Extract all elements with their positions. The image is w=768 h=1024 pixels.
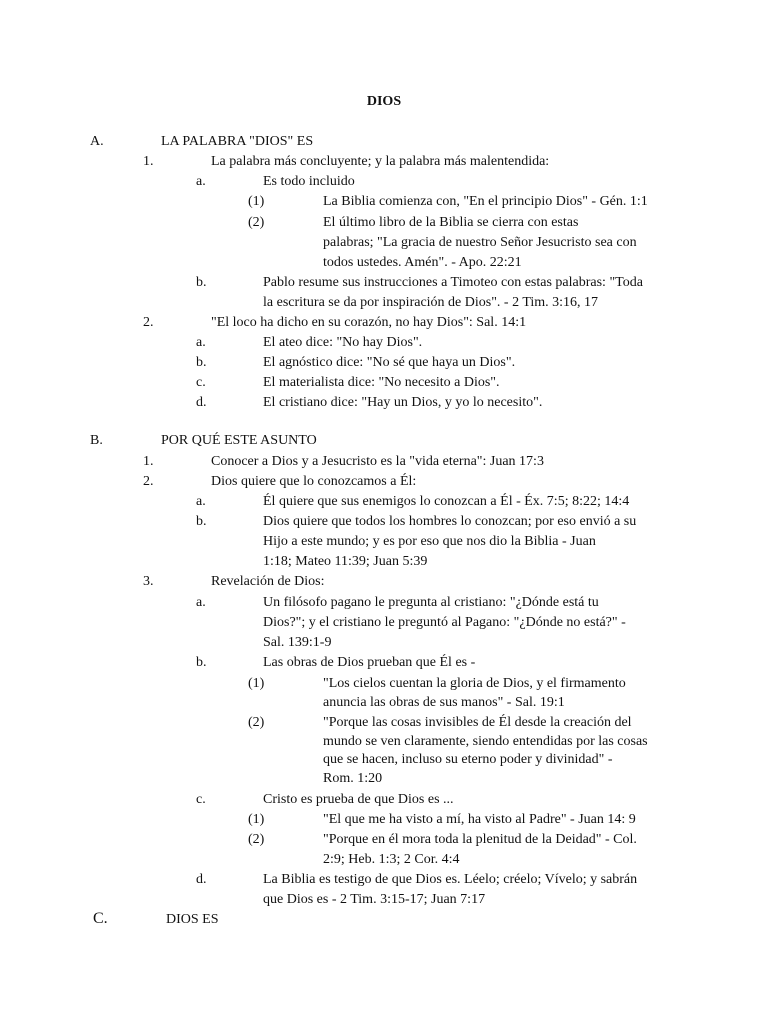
a2c-text: El materialista dice: "No necesito a Dios". [263, 375, 500, 390]
b3d-line: que Dios es - 2 Tim. 3:15-17; Juan 7:17 [263, 892, 486, 907]
a1a1-text: La Biblia comienza con, "En el principio Dios" - Gén. 1:1 [323, 194, 648, 209]
b3b2-line: que se hacen, incluso su eterno poder y divinidad" - [323, 752, 613, 767]
b1-label: 1. [143, 454, 154, 469]
b3c2-line: "Porque en él mora toda la plenitud de la Deidad" - Col. [323, 832, 637, 847]
b3a-label: a. [196, 595, 206, 610]
b3b2-line: mundo se ven claramente, siendo entendidas por las cosas [323, 734, 648, 749]
b3a-line: Dios?"; y el cristiano le preguntó al Pagano: "¿Dónde no está?" - [263, 615, 626, 630]
b3a-line: Sal. 139:1-9 [263, 635, 332, 650]
a2b-text: El agnóstico dice: "No sé que haya un Dios". [263, 355, 516, 370]
b3c1-text: "El que me ha visto a mí, ha visto al Padre" - Juan 14: 9 [323, 812, 636, 827]
b3b2-line: "Porque las cosas invisibles de Él desde la creación del [323, 715, 632, 730]
b2a-text: Él quiere que sus enemigos lo conozcan a Él - Éx. 7:5; 8:22; 14:4 [263, 494, 630, 509]
b3c2-line: 2:9; Heb. 1:3; 2 Cor. 4:4 [323, 852, 460, 867]
b2b-line: 1:18; Mateo 11:39; Juan 5:39 [263, 554, 428, 569]
a1-text: La palabra más concluyente; y la palabra más malentendida: [211, 154, 550, 169]
a2d-text: El cristiano dice: "Hay un Dios, y yo lo necesito". [263, 395, 543, 410]
a2d-label: d. [196, 395, 207, 410]
a1a-text: Es todo incluido [263, 174, 355, 189]
b3c1-label: (1) [248, 812, 265, 827]
b3b1-label: (1) [248, 676, 265, 691]
b3b2-line: Rom. 1:20 [323, 771, 383, 786]
b3b-label: b. [196, 655, 207, 670]
section-c-heading: DIOS ES [166, 912, 219, 927]
b2b-label: b. [196, 514, 207, 529]
section-a-heading: LA PALABRA "DIOS" ES [161, 134, 314, 149]
a2-text: "El loco ha dicho en su corazón, no hay Dios": Sal. 14:1 [211, 315, 527, 330]
b3b-text: Las obras de Dios prueban que Él es - [263, 655, 476, 670]
section-b-label: B. [90, 433, 103, 448]
section-c-label: C. [93, 910, 108, 927]
a2c-label: c. [196, 375, 206, 390]
a2b-label: b. [196, 355, 207, 370]
b1-text: Conocer a Dios y a Jesucristo es la "vida eterna": Juan 17:3 [211, 454, 544, 469]
b2b-line: Hijo a este mundo; y es por eso que nos dio la Biblia - Juan [263, 534, 596, 549]
section-a-label: A. [90, 134, 104, 149]
b3a-line: Un filósofo pagano le pregunta al cristiano: "¿Dónde está tu [263, 595, 599, 610]
a2a-text: El ateo dice: "No hay Dios". [263, 335, 423, 350]
a1b-line: la escritura se da por inspiración de Dios". - 2 Tim. 3:16, 17 [263, 295, 599, 310]
b3c-text: Cristo es prueba de que Dios es ... [263, 792, 454, 807]
a2a-label: a. [196, 335, 206, 350]
a1a2-label: (2) [248, 215, 265, 230]
a1a-label: a. [196, 174, 206, 189]
b2-text: Dios quiere que lo conozcamos a Él: [211, 474, 417, 489]
b2b-line: Dios quiere que todos los hombres lo conozcan; por eso envió a su [263, 514, 637, 529]
a1a2-line: palabras; "La gracia de nuestro Señor Jesucristo sea con [323, 235, 637, 250]
a1b-label: b. [196, 275, 207, 290]
a1-label: 1. [143, 154, 154, 169]
b3b2-label: (2) [248, 715, 265, 730]
a1a2-line: todos ustedes. Amén". - Apo. 22:21 [323, 255, 522, 270]
b2-label: 2. [143, 474, 154, 489]
b3d-line: La Biblia es testigo de que Dios es. Léelo; créelo; Vívelo; y sabrán [263, 872, 638, 887]
b3c2-label: (2) [248, 832, 265, 847]
page-title: DIOS [366, 94, 402, 109]
b3-label: 3. [143, 574, 154, 589]
a1a1-label: (1) [248, 194, 265, 209]
b3d-label: d. [196, 872, 207, 887]
b2a-label: a. [196, 494, 206, 509]
b3c-label: c. [196, 792, 206, 807]
b3b1-line: anuncia las obras de sus manos" - Sal. 19:1 [323, 695, 565, 710]
section-b-heading: POR QUÉ ESTE ASUNTO [161, 433, 317, 448]
a1b-line: Pablo resume sus instrucciones a Timoteo con estas palabras: "Toda [263, 275, 643, 290]
a1a2-line: El último libro de la Biblia se cierra con estas [323, 215, 579, 230]
b3b1-line: "Los cielos cuentan la gloria de Dios, y el firmamento [323, 676, 626, 691]
b3-text: Revelación de Dios: [211, 574, 325, 589]
a2-label: 2. [143, 315, 154, 330]
